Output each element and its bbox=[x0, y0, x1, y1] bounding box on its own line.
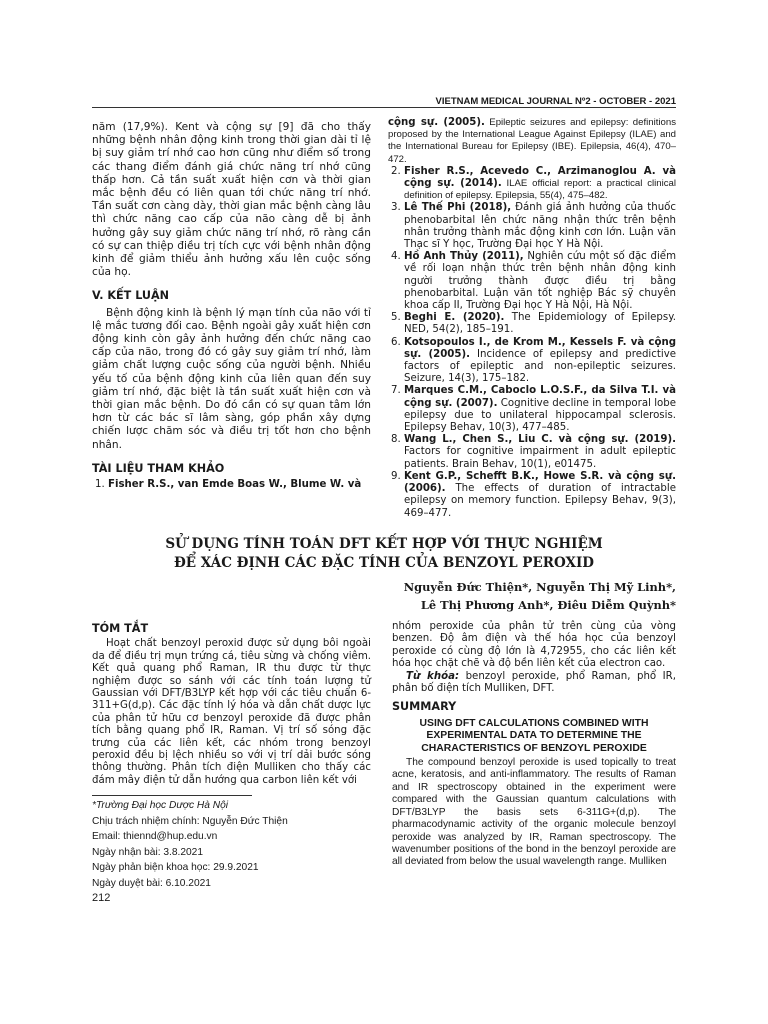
abstract-right-column bbox=[392, 621, 676, 869]
reference-item bbox=[108, 479, 371, 491]
tomtat-paragraph: Hoạt chất benzoyl peroxid được sử dụng bôi ngoài da để điều trị mụn trứng cá, tiêu sừng và chống viêm. Kết quả quang phổ Raman, IR thu được từ thực nghiệm được so sánh với các tính toán lượng tử Gaussian với DFT/B3LYP kết hợp với các tiêu chuẩn 6-311+G(d,p). Các đặc tính lý hóa và dẫn chất dược lực của phân tử hữu cơ benzoyl peroxide đã được phân tích bằng quang phổ IR, Raman. Vị trí số sóng đặc trưng của các liên kết, các nhóm trong benzoyl peroxid đều bị lệch nhiều so với vị trí dải bước sóng thông thường. Phân tích điện Mulliken cho thấy các đám mây điện tử dẫn hướng qua carbon liên kết với bbox=[92, 638, 371, 786]
conclusion-paragraph: Bệnh động kinh là bệnh lý mạn tính của não với tỉ lệ mắc tương đối cao. Bệnh ngoài gây xuất hiện cơn động kinh còn gây ảnh hưởng đến chức năng cao cấp của não, trong đó có gây suy giảm trí nhớ, làm giảm chất lượng cuộc sống của người bệnh. Nhiều yếu tố của bệnh động kinh của liên quan đến suy giảm trí nhớ, đặc biệt là tần suất xuất hiện cơn và thời gian mắc bệnh. Do đó cần có sự quan tâm lớn hơn từ các bác sĩ lâm sàng, góp phần xây dựng chiến lược chăm sóc và điều trị tốt hơn cho bệnh nhân. bbox=[92, 306, 371, 451]
article-title-line2: ĐỂ XÁC ĐỊNH CÁC ĐẶC TÍNH CỦA BENZOYL PEROXID bbox=[173, 555, 594, 571]
discussion-paragraph: năm (17,9%). Kent và cộng sự [9] đã cho thấy những bệnh nhân động kinh trong thời gian dài tỉ lệ bị suy giảm trí nhớ cao hơn cũng như điểm số trong các thang điểm đánh giá chức năng trí nhớ cũng thấp hơn. Cả tần suất xuất hiện cơn và thời gian mắc bệnh đều có liên quan tới chức năng trí nhớ. Tần suất cơn càng dày, thời gian mắc bệnh càng lâu thì chức năng cao cấp của não càng dễ bị ảnh hưởng gây suy giảm chức năng trí nhớ, rõ ràng cần có sự can thiệp điều trị tích cực với bệnh nhân động kinh để giảm thiểu ảnh hưởng xấu lên cuộc sống của họ. bbox=[92, 121, 371, 279]
responsible-author: Chịu trách nhiệm chính: Nguyễn Đức Thiện bbox=[92, 815, 288, 827]
references-heading: TÀI LIỆU THAM KHẢO bbox=[92, 461, 225, 475]
journal-header: VIETNAM MEDICAL JOURNAL Nº2 - OCTOBER - 2021 bbox=[435, 96, 676, 107]
approval-date: Ngày duyệt bài: 6.10.2021 bbox=[92, 877, 211, 889]
summary-title: USING DFT CALCULATIONS COMBINED WITH EXPERIMENTAL DATA TO DETERMINE THE CHARACTERISTICS OF BENZOYL PEROXIDE bbox=[419, 717, 649, 754]
reference-item: 8. Wang L., Chen S., Liu C. và cộng sự. (2019). Factors for cognitive impairment in adult epileptic patients. Brain Behav, 10(1), e01475. bbox=[404, 434, 676, 471]
page-number: 212 bbox=[92, 892, 111, 904]
keywords-text: benzoyl peroxide, phổ Raman, phổ IR, phân bố điện tích Mulliken, DFT. bbox=[392, 670, 676, 695]
footnote-rule bbox=[92, 795, 252, 796]
keywords-label: Từ khóa: bbox=[406, 670, 460, 682]
summary-paragraph: The compound benzoyl peroxide is used topically to treat acne, keratosis, and anti-inflammatory. The results of Raman and IR spectroscopy obtained in the experiment were compared with the Gaussian quantum calculations with DFT/B3LYP the basis sets 6-311G+(d,p). The pharmacodynamic activity of the organic molecule benzoyl peroxide was analyzed by IR, Raman spectroscopy. The wavenumber positions of the bond in the benzoyl peroxide are all deviated from below the usual wavelength range. Mulliken bbox=[392, 757, 676, 868]
affiliation: *Trường Đại học Dược Hà Nội bbox=[92, 800, 229, 811]
email: Email: thiennd@hup.edu.vn bbox=[92, 831, 218, 842]
reference-item: 5. Beghi E. (2020). The Epidemiology of Epilepsy. NED, 54(2), 185–191. bbox=[404, 312, 676, 336]
article-authors bbox=[330, 578, 676, 614]
reference-item: 6. Kotsopoulos I., de Krom M., Kessels F. và cộng sự. (2005). Incidence of epilepsy and predictive factors of epileptic and non-epileptic seizures. Seizure, 14(3), 175–182. bbox=[404, 337, 676, 386]
conclusion-heading: V. KẾT LUẬN bbox=[92, 289, 170, 303]
header-rule bbox=[92, 107, 676, 108]
authors-line1: Nguyễn Đức Thiện*, Nguyễn Thị Mỹ Linh*, bbox=[403, 580, 676, 594]
reference-list bbox=[388, 166, 676, 520]
reference-list-start bbox=[92, 479, 371, 491]
left-column-upper bbox=[92, 121, 371, 491]
received-date: Ngày nhận bài: 3.8.2021 bbox=[92, 846, 204, 858]
reference-continuation: cộng sự. (2005). Epileptic seizures and epilepsy: definitions proposed by the International League Against Epilepsy (ILAE) and the International Bureau for Epilepsy (IBE). Epilepsia, 46(4), 470–472. bbox=[388, 117, 676, 165]
reference-item: 7. Marques C.M., Caboclo L.O.S.F., da Silva T.I. và cộng sự. (2007). Cognitive decline in temporal lobe epilepsy due to unilateral hippocampal sclerosis. Epilepsy Behav, 10(3), 477–485. bbox=[404, 385, 676, 434]
review-date: Ngày phản biện khoa học: 29.9.2021 bbox=[92, 862, 259, 873]
reference-item: 9. Kent G.P., Schefft B.K., Howe S.R. và cộng sự. (2006). The effects of duration of intractable epilepsy on memory function. Epilepsy Behav, 9(3), 469–477. bbox=[404, 471, 676, 520]
article-title bbox=[92, 535, 676, 573]
reference-item: 3. Lê Thế Phi (2018), Đánh giá ảnh hưởng của thuốc phenobarbital lên chức năng nhận thức trên bệnh nhân trưởng thành mắc động kinh cơn lớn. Luận văn Thạc sĩ Y học, Trường Đại học Y Hà Nội. bbox=[404, 202, 676, 251]
reference-item: 2. Fisher R.S., Acevedo C., Arzimanoglou A. và cộng sự. (2014). ILAE official report: a practical clinical definition of epilepsy. Epilepsia, 55(4), 475–482. bbox=[404, 166, 676, 203]
footnotes bbox=[92, 798, 371, 891]
reference-authors: Fisher R.S., van Emde Boas W., Blume W. và bbox=[108, 479, 362, 491]
summary-heading: SUMMARY bbox=[392, 700, 457, 714]
right-column-references bbox=[388, 117, 676, 520]
article-title-line1: SỬ DỤNG TÍNH TOÁN DFT KẾT HỢP VỚI THỰC NGHIỆM bbox=[165, 536, 603, 552]
tomtat-continuation: nhóm peroxide của phân tử trên cùng của vòng benzen. Độ âm điện và thế hóa học của benzoyl peroxide có cùng độ lớn là 4,72955, cho các liên kết hóa học chặt chẽ và độ bền liên kết của electron cao. bbox=[392, 621, 676, 670]
reference-item: 4. Hồ Anh Thủy (2011), Nghiên cứu một số đặc điểm về rối loạn nhận thức trên bệnh nhân động kinh người trưởng thành được điều trị bằng phenobarbital. Luận văn tốt nghiệp Bác sỹ chuyên khoa cấp II, Trường Đại học Y Hà Nội, Hà Nội. bbox=[404, 251, 676, 312]
authors-line2: Lê Thị Phương Anh*, Điêu Diễm Quỳnh* bbox=[420, 598, 676, 612]
keywords bbox=[392, 671, 676, 696]
abstract-vietnamese bbox=[92, 623, 371, 787]
tomtat-heading: TÓM TẮT bbox=[92, 622, 149, 635]
